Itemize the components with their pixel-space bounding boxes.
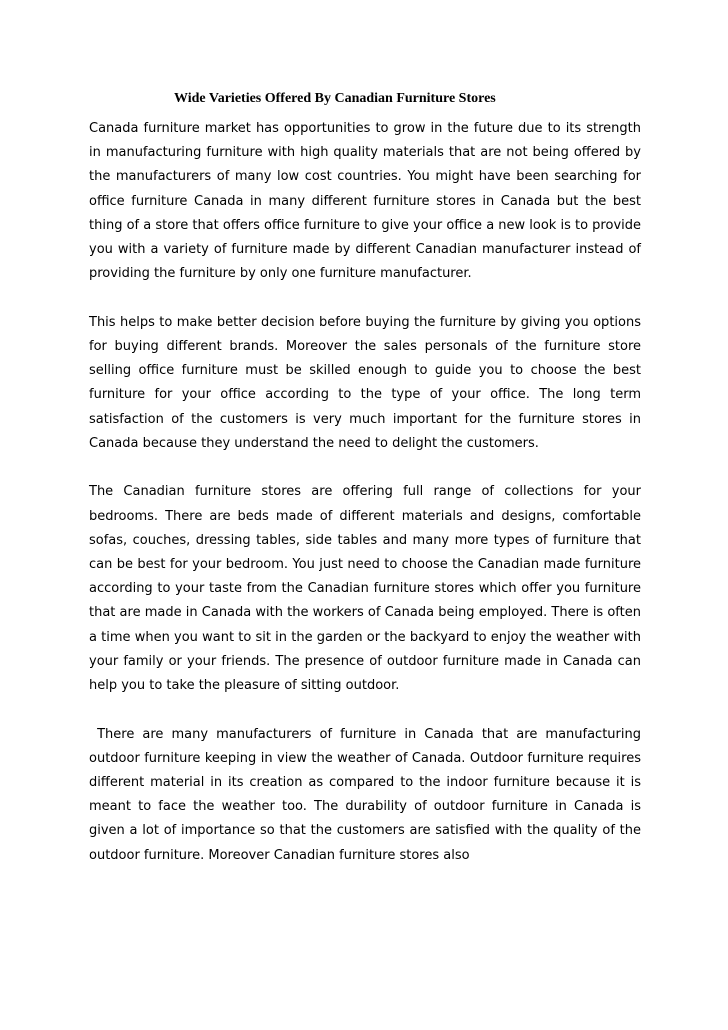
document-body [89,117,646,868]
document-title: Wide Varieties Offered By Canadian Furniture Stores [174,91,496,106]
paragraph-1: Canada furniture market has opportunities to grow in the future due to its strength in manufacturing furniture with high quality materials that are not being offered by the manufacturers of many low cost countries. You might have been searching for office furniture Canada in many different furniture stores in Canada but the best thing of a store that offers office furniture to give your office a new look is to provide you with a variety of furniture made by different Canadian manufacturer instead of providing the furniture by only one furniture manufacturer. [89,121,646,282]
paragraph-4: There are many manufacturers of furniture in Canada that are manufacturing outdoor furniture keeping in view the weather of Canada. Outdoor furniture requires different material in its creation as compared to the indoor furniture because it is meant to face the weather too. The durability of outdoor furniture in Canada is given a lot of importance so that the customers are satisfied with the quality of the outdoor furniture. Moreover Canadian furniture stores also [89,726,646,863]
paragraph-2: This helps to make better decision before buying the furniture by giving you options for buying different brands. Moreover the sales personals of the furniture store selling office furniture must be skilled enough to guide you to choose the best furniture for your office according to the type of your office. The long term satisfaction of the customers is very much important for the furniture stores in Canada because they understand the need to delight the customers. [89,314,646,451]
paragraph-3: The Canadian furniture stores are offering full range of collections for your bedrooms. There are beds made of different materials and designs, comfortable sofas, couches, dressing tables, side tables and many more types of furniture that can be best for your bedroom. You just need to choose the Canadian made furniture according to your taste from the Canadian furniture stores which offer you furniture that are made in Canada with the workers of Canada being employed. There is often a time when you want to sit in the garden or the backyard to enjoy the weather with your family or your friends. The presence of outdoor furniture made in Canada can help you to take the pleasure of sitting outdoor. [89,484,646,694]
